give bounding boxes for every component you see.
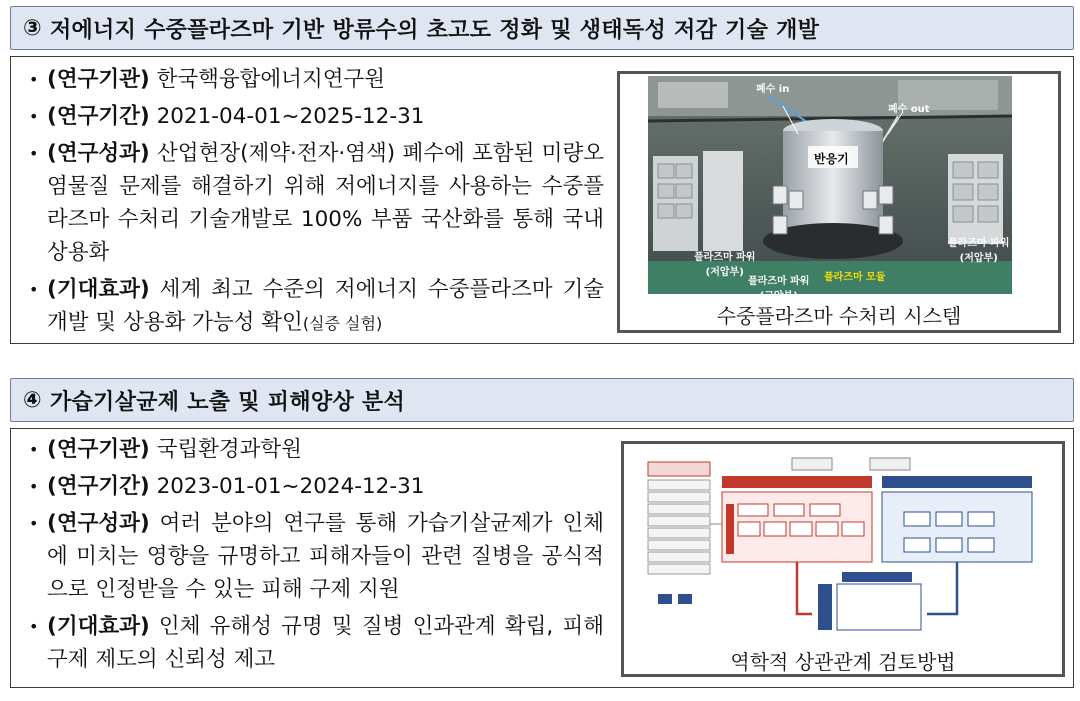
bullet-icon: • [29,440,39,459]
list-item [29,137,604,269]
epidemiology-figure [621,441,1065,677]
list-item [29,610,604,676]
list-item [29,100,604,133]
plasma-system-figure [617,71,1061,333]
bullet-icon: • [29,617,39,636]
bullet-icon: • [29,514,39,533]
section-4 [10,378,1074,698]
list-item [29,63,604,96]
bullet-icon: • [29,70,39,89]
item-key: (연구기관) [47,437,150,462]
epidemiology-diagram [642,454,1042,640]
section-3-header [10,6,1074,50]
item-note: (실증 실험) [302,314,383,333]
item-text: 인체 유해성 규명 및 질병 인과관계 확립, 피해 구제 제도의 신뢰성 제고 [47,614,604,672]
plasma-system-photo [648,76,1012,302]
item-key: (연구기간) [47,104,150,129]
item-text: 산업현장(제약·전자·염색) 폐수에 포함된 미량오염물질 문제를 해결하기 위해 저에너지를 사용하는 수중플라즈마 수처리 기술개발로 100% 부품 국산화를 통해 국내 상용화 [47,141,604,265]
item-text: 2023-01-01~2024-12-31 [149,474,425,499]
section-3-title: 저에너지 수중플라즈마 기반 방류수의 초고도 정화 및 생태독성 저감 기술 개발 [49,17,820,43]
section-4-number: ④ [23,387,42,413]
power-low-left-label: 플라즈마 파워 (저압부) [694,252,756,278]
power-low-right-label: 플라즈마 파워 (저압부) [948,238,1010,264]
list-item [29,273,604,340]
power-high-label: 플라즈마 파워 (고압부) [748,276,810,302]
module-label: 플라즈마 모듈 [824,272,886,283]
item-text: 여러 분야의 연구를 통해 가습기살균제가 인체에 미치는 영향을 규명하고 피해자들이 관련 질병을 공식적으로 인정받을 수 있는 피해 구제 지원 [47,511,604,602]
plasma-system-caption: 수중플라즈마 수처리 시스템 [716,304,962,328]
item-key: (연구성과) [47,511,150,536]
item-text: 2021-04-01~2025-12-31 [149,104,425,129]
bullet-icon: • [29,280,39,299]
bullet-icon: • [29,477,39,496]
bullet-icon: • [29,107,39,126]
diagram-illustration [642,454,1042,640]
section-3 [10,6,1074,346]
reactor-label: 반응기 [814,152,849,166]
section-4-header [10,378,1074,422]
item-text: 세계 최고 수준의 저에너지 수중플라즈마 기술 개발 및 상용화 가능성 확인 [47,277,604,335]
item-key: (기대효과) [47,277,150,302]
epidemiology-caption: 역학적 상관관계 검토방법 [730,650,956,674]
outlet-label: 폐수 out [888,104,930,115]
inlet-label: 폐수 in [756,84,790,95]
section-4-body [10,428,1074,688]
item-key: (연구기간) [47,474,150,499]
section-3-number: ③ [23,15,42,41]
list-item [29,433,604,466]
item-key: (기대효과) [47,614,150,639]
section-4-title: 가습기살균제 노출 및 피해양상 분석 [49,389,406,415]
list-item [29,470,604,503]
item-key: (연구성과) [47,141,150,166]
item-text: 한국핵융합에너지연구원 [149,67,386,92]
section-4-items [29,433,604,680]
bullet-icon: • [29,144,39,163]
item-text: 국립환경과학원 [149,437,302,462]
section-3-items [29,63,604,344]
section-3-body [10,56,1074,344]
list-item [29,507,604,606]
item-key: (연구기관) [47,67,150,92]
